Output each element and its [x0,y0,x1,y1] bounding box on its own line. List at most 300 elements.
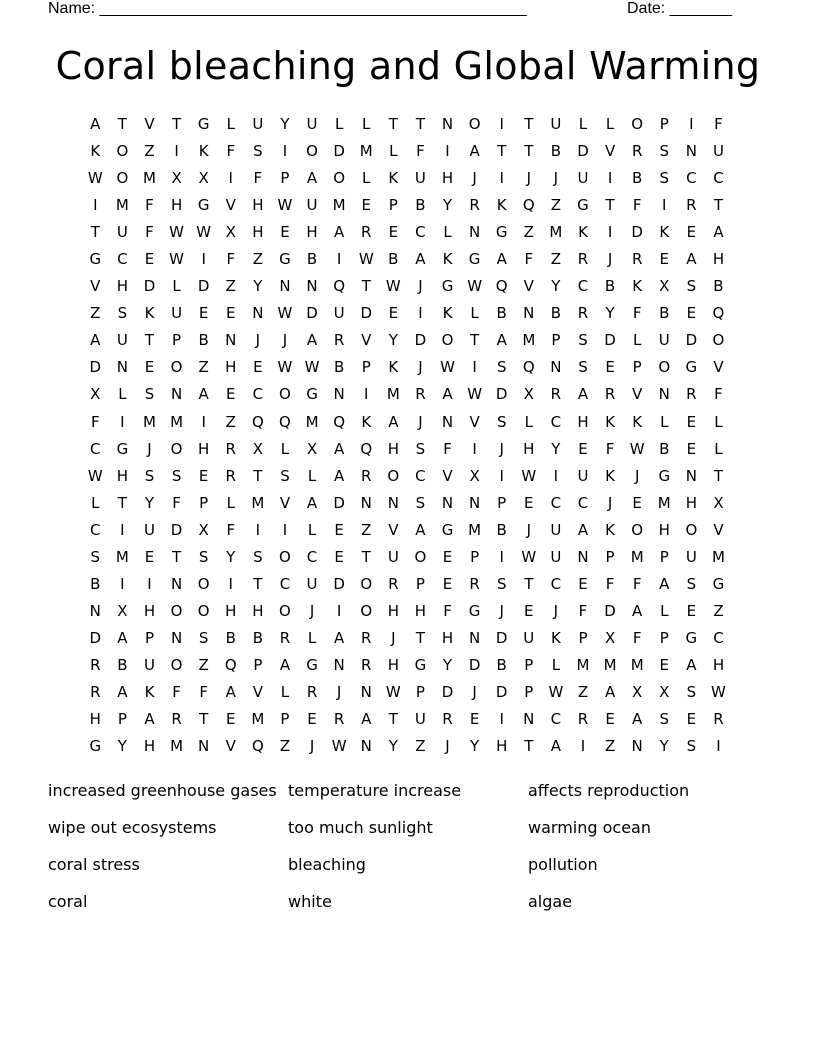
grid-cell: P [388,196,399,215]
grid-cell: W [385,682,402,701]
grid-cell: M [522,331,536,350]
grid-cell: D [306,304,319,323]
grid-cell: Z [713,601,725,620]
grid-cell: D [197,277,210,296]
grid-cell: D [333,142,346,161]
grid-cell: S [198,547,209,566]
word-list-item: increased greenhouse gases [48,781,277,800]
grid-cell: G [414,655,427,674]
grid-cell: G [197,196,210,215]
grid-cell: K [605,520,616,539]
grid-cell: P [253,655,263,674]
grid-cell: A [334,628,345,647]
grid-cell: F [443,601,453,620]
grid-cell: N [360,737,373,756]
grid-cell: S [198,628,209,647]
grid-cell: N [89,601,102,620]
grid-cell: U [577,466,589,485]
grid-cell: M [332,196,347,215]
grid-cell: B [198,331,210,350]
grid-cell: F [524,250,534,269]
grid-cell: N [333,655,346,674]
grid-cell: H [143,601,156,620]
grid-cell: I [120,520,126,539]
grid-cell: K [578,223,589,242]
grid-cell: R [577,710,589,729]
grid-cell: G [89,250,102,269]
grid-cell: Y [226,547,236,566]
grid-cell: U [550,520,562,539]
grid-cell: E [388,304,399,323]
grid-cell: O [170,655,183,674]
grid-cell: R [631,250,643,269]
grid-cell: C [550,574,562,593]
grid-cell: Q [224,655,238,674]
grid-cell: L [91,493,100,512]
grid-cell: S [253,547,264,566]
grid-cell: U [414,710,427,729]
grid-cell: F [578,601,588,620]
grid-cell: J [472,682,478,701]
grid-cell: X [198,169,210,188]
grid-cell: T [713,466,724,485]
grid-cell: X [171,169,183,188]
grid-cell: E [144,250,155,269]
grid-cell: W [358,250,375,269]
grid-cell: H [658,520,671,539]
grid-cell: H [143,737,156,756]
grid-cell: Q [251,737,265,756]
grid-cell: O [712,331,725,350]
grid-cell: S [686,737,697,756]
grid-cell: B [713,277,725,296]
grid-cell: E [226,385,236,404]
grid-cell: H [252,196,264,215]
grid-cell: E [388,223,399,242]
grid-cell: R [90,682,102,701]
grid-cell: E [144,358,155,377]
grid-cell: T [524,115,534,133]
grid-cell: Z [415,737,427,756]
grid-cell: N [685,142,698,161]
grid-cell: L [714,412,724,431]
grid-cell: O [333,169,346,188]
grid-cell: G [468,250,481,269]
grid-cell: M [711,547,726,566]
grid-cell: L [280,439,290,458]
grid-cell: K [632,412,643,431]
grid-cell: A [577,385,589,404]
grid-cell: P [551,331,561,350]
grid-cell: V [604,142,616,161]
grid-cell: U [387,547,400,566]
grid-cell: D [468,655,481,674]
grid-cell: L [280,682,290,701]
grid-cell: S [90,547,101,566]
word-list-item: white [288,892,332,911]
grid-cell: L [551,655,561,674]
grid-cell: Z [361,520,372,539]
grid-cell: H [496,737,508,756]
grid-cell: Y [280,115,291,133]
grid-cell: A [415,520,427,539]
grid-cell: C [252,385,264,404]
grid-cell: K [659,223,670,242]
grid-cell: L [362,115,371,133]
grid-cell: X [252,439,264,458]
grid-cell: D [631,223,644,242]
grid-cell: E [198,304,209,323]
grid-cell: A [198,385,210,404]
grid-cell: K [198,142,210,161]
grid-cell: G [685,628,698,647]
grid-cell: K [496,196,508,215]
grid-cell: H [387,439,400,458]
grid-cell: T [415,628,426,647]
grid-cell: B [496,520,508,539]
grid-cell: B [496,655,508,674]
grid-cell: S [686,682,697,701]
grid-cell: O [360,574,373,593]
grid-cell: V [713,358,725,377]
grid-cell: L [334,115,344,133]
grid-cell: Z [225,412,237,431]
grid-cell: F [145,223,155,242]
grid-cell: K [388,358,399,377]
grid-cell: N [279,277,292,296]
grid-cell: G [306,385,319,404]
grid-cell: W [467,385,483,404]
grid-cell: V [225,737,237,756]
grid-cell: J [336,682,342,701]
grid-cell: J [309,601,315,620]
grid-cell: A [659,574,670,593]
grid-cell: B [659,304,670,323]
grid-cell: T [497,142,507,161]
grid-cell: T [524,142,534,161]
grid-cell: T [90,223,101,242]
grid-cell: B [333,358,345,377]
grid-cell: O [631,115,644,133]
name-field-label[interactable]: Name: ________________________________________________ [48,0,527,17]
grid-cell: A [604,682,616,701]
grid-cell: E [578,574,589,593]
grid-cell: N [170,574,183,593]
grid-cell: O [468,115,482,133]
grid-cell: I [120,574,126,593]
grid-cell: J [553,601,559,620]
grid-cell: Z [604,737,616,756]
grid-cell: E [334,520,345,539]
grid-cell: Z [577,682,589,701]
grid-cell: B [252,628,264,647]
grid-cell: B [659,439,670,458]
word-list-item: coral stress [48,855,140,874]
grid-cell: H [306,223,319,242]
grid-cell: D [143,277,156,296]
grid-cell: L [389,142,398,161]
grid-cell: U [550,115,562,133]
grid-cell: P [172,331,182,350]
grid-cell: F [714,115,724,133]
grid-cell: S [144,466,155,485]
grid-cell: H [441,628,454,647]
grid-cell: U [306,574,319,593]
grid-cell: H [414,601,427,620]
grid-cell: J [418,277,424,296]
grid-cell: V [252,682,264,701]
grid-cell: M [170,412,184,431]
grid-cell: C [550,493,562,512]
grid-cell: D [685,331,698,350]
grid-cell: I [499,169,505,188]
grid-cell: I [580,737,586,756]
grid-cell: F [632,628,642,647]
grid-cell: A [144,710,156,729]
grid-cell: S [144,385,155,404]
grid-cell: J [526,169,532,188]
grid-cell: P [632,358,643,377]
grid-cell: W [196,223,212,242]
grid-cell: S [117,304,128,323]
grid-cell: A [469,142,481,161]
grid-cell: M [386,385,401,404]
grid-cell: O [658,358,671,377]
grid-cell: B [604,277,616,296]
grid-cell: D [495,385,508,404]
grid-cell: C [306,547,318,566]
grid-cell: O [631,520,644,539]
grid-cell: H [712,655,725,674]
grid-cell: E [334,547,345,566]
grid-cell: H [685,493,698,512]
grid-cell: F [199,682,209,701]
grid-cell: E [524,601,535,620]
grid-cell: M [549,223,563,242]
grid-cell: K [144,304,155,323]
grid-cell: N [441,115,454,133]
grid-cell: V [388,520,399,539]
grid-cell: O [685,520,698,539]
grid-cell: P [144,628,155,647]
grid-cell: R [171,710,183,729]
grid-cell: F [416,142,426,161]
grid-cell: U [306,196,319,215]
grid-cell: U [171,304,183,323]
grid-cell: X [117,601,129,620]
grid-cell: U [143,520,156,539]
grid-cell: A [442,385,454,404]
grid-cell: D [495,628,508,647]
grid-cell: J [499,439,505,458]
grid-cell: N [468,223,481,242]
grid-cell: N [360,493,373,512]
grid-cell: D [604,331,617,350]
grid-cell: T [199,710,209,729]
grid-cell: D [89,628,102,647]
grid-cell: S [659,710,670,729]
grid-cell: I [93,196,99,215]
grid-cell: M [115,196,130,215]
grid-cell: D [89,358,102,377]
grid-cell: O [170,358,183,377]
grid-cell: E [226,304,236,323]
grid-cell: C [713,628,725,647]
grid-cell: Y [551,277,561,296]
grid-cell: A [90,115,101,133]
grid-cell: N [577,547,590,566]
grid-cell: A [496,250,508,269]
grid-cell: A [225,682,237,701]
grid-cell: S [496,358,507,377]
grid-cell: E [659,250,670,269]
grid-cell: H [225,358,237,377]
grid-cell: N [631,737,644,756]
grid-cell: V [90,277,101,296]
grid-cell: D [333,493,346,512]
word-list-item: wipe out ecosystems [48,818,217,837]
grid-cell: U [658,331,671,350]
grid-cell: E [442,547,453,566]
grid-cell: T [361,547,372,566]
grid-cell: N [116,358,129,377]
date-field-label[interactable]: Date: _______ [627,0,732,17]
grid-cell: H [116,466,129,485]
grid-cell: N [170,385,183,404]
grid-cell: V [144,115,156,133]
grid-cell: T [117,493,128,512]
grid-cell: U [577,169,589,188]
grid-cell: I [499,115,505,133]
grid-cell: F [226,520,236,539]
grid-cell: W [87,466,104,485]
grid-cell: B [306,250,318,269]
grid-cell: G [116,439,129,458]
grid-cell: S [415,439,426,458]
grid-cell: O [279,547,292,566]
grid-cell: A [388,412,399,431]
grid-cell: E [686,439,697,458]
grid-cell: K [605,466,616,485]
grid-cell: R [361,466,372,485]
grid-cell: S [578,358,589,377]
grid-cell: S [496,574,507,593]
grid-cell: Z [523,223,535,242]
grid-cell: O [279,601,292,620]
grid-cell: T [171,547,182,566]
grid-cell: W [277,358,293,377]
grid-cell: M [576,655,590,674]
grid-cell: P [659,628,670,647]
grid-cell: N [523,304,535,323]
grid-cell: Y [659,737,670,756]
grid-cell: A [632,710,643,729]
grid-cell: N [252,304,264,323]
grid-cell: S [659,169,670,188]
grid-cell: L [226,493,236,512]
grid-cell: I [255,520,261,539]
grid-cell: W [277,304,293,323]
grid-cell: N [523,710,535,729]
grid-cell: F [632,304,642,323]
grid-cell: L [524,412,534,431]
grid-cell: X [523,385,535,404]
grid-cell: B [550,142,562,161]
grid-cell: I [201,250,207,269]
grid-cell: C [117,250,129,269]
grid-cell: J [418,412,424,431]
grid-cell: C [550,710,562,729]
grid-cell: C [577,493,589,512]
grid-cell: D [441,682,454,701]
grid-cell: I [364,385,369,404]
grid-cell: J [445,737,451,756]
grid-cell: H [89,710,102,729]
grid-cell: R [361,655,372,674]
grid-cell: Y [442,655,453,674]
grid-cell: N [387,493,400,512]
grid-cell: J [526,520,532,539]
grid-cell: E [144,547,155,566]
grid-cell: A [334,223,345,242]
grid-cell: O [414,547,427,566]
grid-cell: X [713,493,725,512]
grid-cell: E [524,493,535,512]
grid-cell: Y [253,277,263,296]
grid-cell: P [415,574,426,593]
grid-cell: G [577,196,590,215]
grid-cell: S [415,493,426,512]
grid-cell: N [306,277,319,296]
grid-cell: D [360,304,373,323]
grid-cell: B [117,655,129,674]
grid-cell: I [716,737,722,756]
grid-cell: A [686,250,697,269]
word-list-item: bleaching [288,855,366,874]
grid-cell: W [521,547,537,566]
grid-cell: E [686,304,697,323]
grid-cell: J [553,169,559,188]
grid-cell: Q [522,196,536,215]
grid-cell: F [172,682,182,701]
grid-cell: X [632,682,643,701]
grid-cell: B [496,304,508,323]
grid-cell: A [90,331,101,350]
grid-cell: E [659,655,670,674]
grid-cell: J [607,250,613,269]
grid-cell: K [90,142,101,161]
grid-cell: O [170,439,183,458]
grid-cell: T [171,115,182,133]
grid-cell: U [685,547,698,566]
grid-cell: B [550,304,562,323]
grid-cell: U [712,142,725,161]
grid-cell: R [577,250,589,269]
grid-cell: I [228,574,234,593]
grid-cell: G [468,601,481,620]
grid-cell: A [279,655,291,674]
grid-cell: P [280,710,290,729]
grid-cell: W [87,169,104,188]
grid-cell: O [197,601,211,620]
grid-cell: R [713,710,725,729]
grid-cell: C [577,277,589,296]
grid-cell: H [523,439,535,458]
grid-cell: Z [550,250,562,269]
grid-cell: I [607,223,613,242]
grid-cell: W [331,737,348,756]
grid-cell: O [306,142,319,161]
